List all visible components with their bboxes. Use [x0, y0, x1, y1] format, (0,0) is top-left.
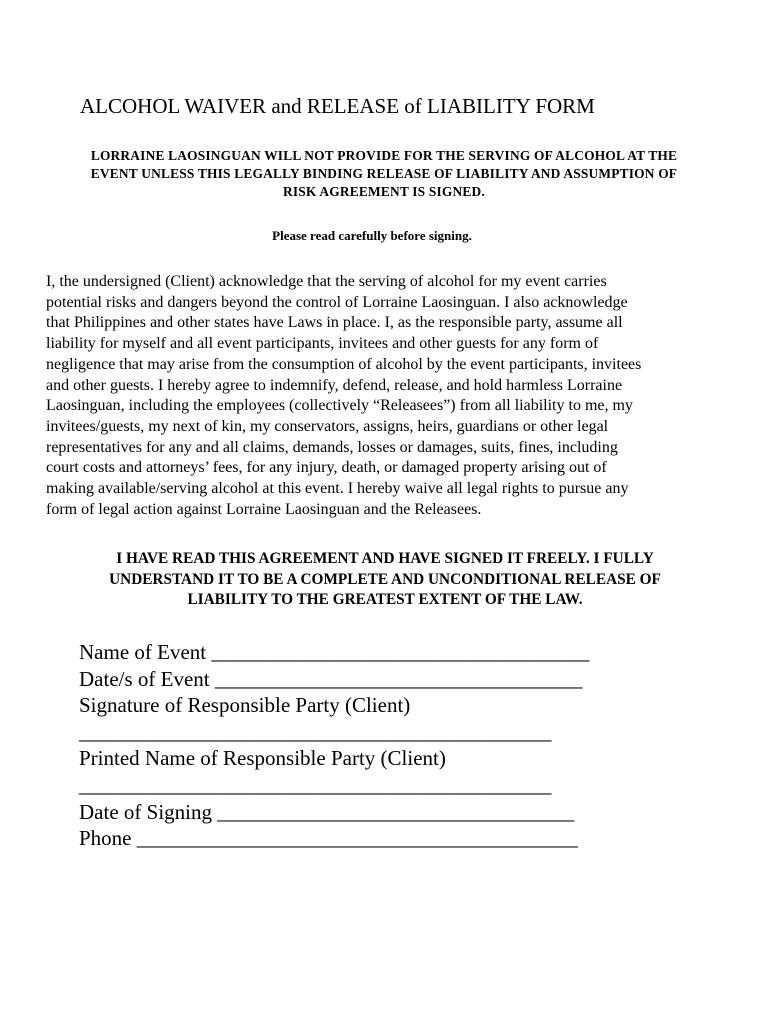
body-line: form of legal action against Lorraine Laosinguan and the Releasees.	[46, 500, 482, 518]
agreement-statement	[40, 549, 730, 611]
phone-field[interactable]: Phone __________________________________________	[79, 826, 578, 851]
form-title: ALCOHOL WAIVER and RELEASE of LIABILITY FORM	[80, 94, 595, 118]
agreement-line: I HAVE READ THIS AGREEMENT AND HAVE SIGNED IT FREELY. I FULLY	[116, 550, 654, 567]
signature-line[interactable]: _____________________________________________	[79, 719, 552, 744]
body-line: Laosinguan, including the employees (collectively “Releasees”) from all liability to me, my	[46, 397, 633, 415]
body-line: potential risks and dangers beyond the control of Lorraine Laosinguan. I also acknowledge	[46, 293, 628, 311]
body-line: that Philippines and other states have Laws in place. I, as the responsible party, assume all	[46, 314, 623, 332]
event-dates-field[interactable]: Date/s of Event ___________________________________	[79, 666, 583, 691]
body-line: invitees/guests, my next of kin, my conservators, assigns, heirs, guardians or other legal	[46, 417, 609, 435]
date-of-signing-field[interactable]: Date of Signing __________________________________	[79, 799, 575, 824]
body-line: negligence that may arise from the consumption of alcohol by the event participants, invitees	[46, 355, 642, 373]
please-read-note: Please read carefully before signing.	[272, 228, 472, 243]
body-line: representatives for any and all claims, demands, losses or damages, suits, fines, including	[46, 438, 618, 456]
body-line: making available/serving alcohol at this event. I hereby waive all legal rights to pursue any	[46, 480, 629, 498]
printed-name-label: Printed Name of Responsible Party (Client)	[79, 746, 446, 771]
notice-line: RISK AGREEMENT IS SIGNED.	[283, 184, 485, 199]
agreement-line: LIABILITY TO THE GREATEST EXTENT OF THE LAW.	[187, 591, 583, 608]
body-line: court costs and attorneys’ fees, for any injury, death, or damaged property arising out of	[46, 459, 607, 477]
body-line: and other guests. I hereby agree to indemnify, defend, release, and hold harmless Lorraine	[46, 376, 623, 394]
notice-line: LORRAINE LAOSINGUAN WILL NOT PROVIDE FOR THE SERVING OF ALCOHOL AT THE	[90, 148, 678, 163]
notice-paragraph	[40, 147, 728, 201]
waiver-body	[46, 272, 736, 520]
notice-line: EVENT UNLESS THIS LEGALLY BINDING RELEASE OF LIABILITY AND ASSUMPTION OF	[90, 166, 678, 181]
body-line: liability for myself and all event participants, invitees and other guests for any form of	[46, 335, 599, 353]
printed-name-line[interactable]: _____________________________________________	[79, 772, 552, 797]
signature-label: Signature of Responsible Party (Client)	[79, 693, 411, 718]
agreement-line: UNDERSTAND IT TO BE A COMPLETE AND UNCONDITIONAL RELEASE OF	[109, 570, 661, 588]
event-name-field[interactable]: Name of Event ____________________________________	[79, 640, 590, 664]
form-fields	[79, 639, 589, 852]
body-line: I, the undersigned (Client) acknowledge that the serving of alcohol for my event carries	[46, 273, 607, 290]
